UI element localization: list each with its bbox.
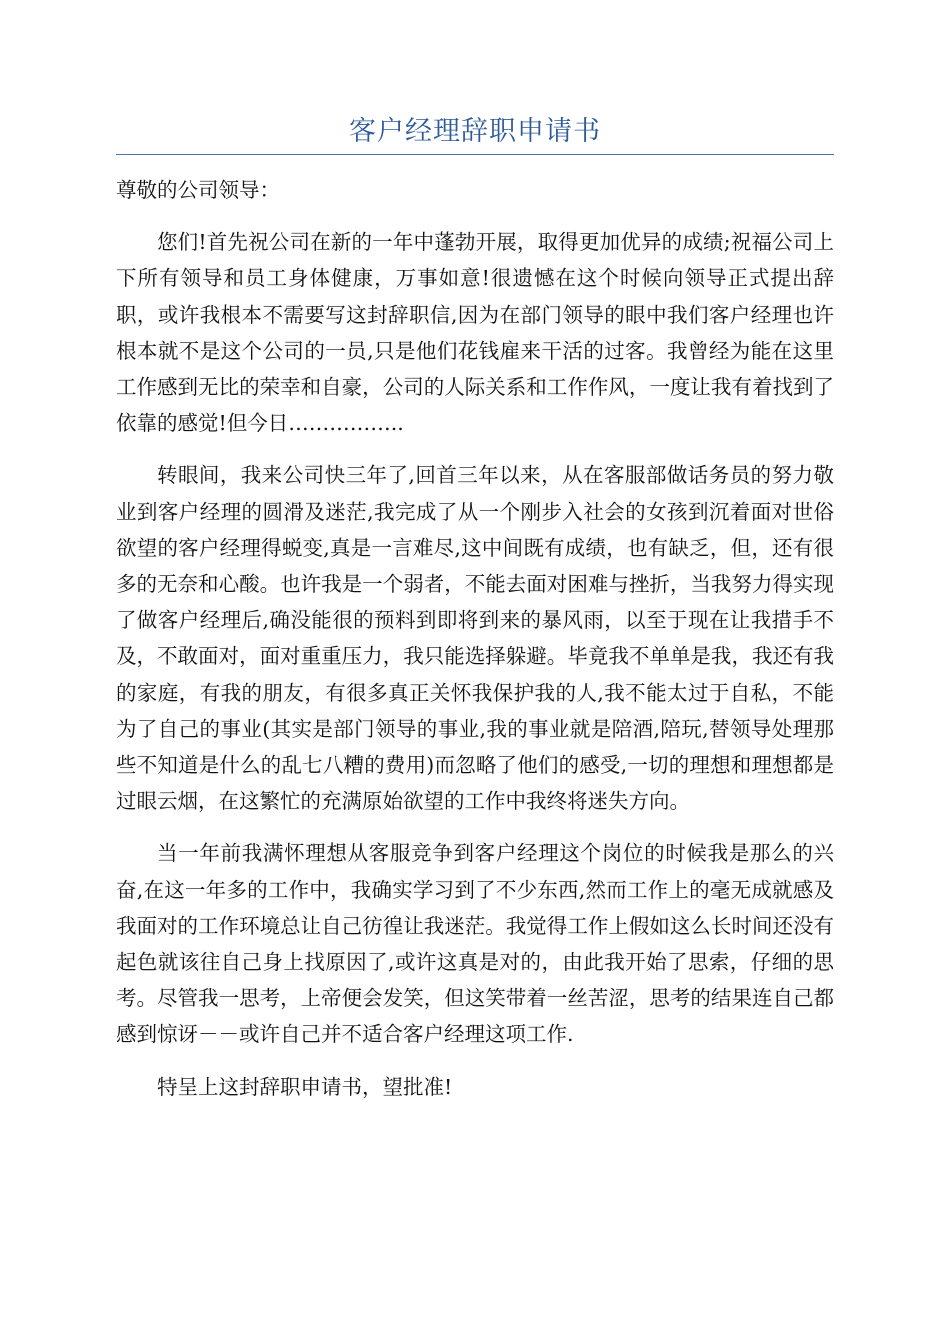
paragraph-reflection: 转眼间，我来公司快三年了,回首三年以来，从在客服部做话务员的努力敬业到客户经理的圆滑及迷茫,我完成了从一个刚步入社会的女孩到沉着面对世俗欲望的客户经理得蜕变,真是一言难尽,这中间既有成绩，也有缺乏，但，还有很多的无奈和心酸。也许我是一个弱者，不能去面对困难与挫折，当我努力得实现了做客户经理后,确没能很的预料到即将到来的暴风雨，以至于现在让我措手不及，不敢面对，面对重重压力，我只能选择躲避。毕竟我不单单是我，我还有我的家庭，有我的朋友，有很多真正关怀我保护我的人,我不能太过于自私，不能为了自己的事业(其实是部门领导的事业,我的事业就是陪酒,陪玩,替领导处理那些不知道是什么的乱七八糟的费用)而忽略了他们的感受,一切的理想和理想都是过眼云烟，在这繁忙的充满原始欲望的工作中我终将迷失方向。 — [116, 463, 834, 814]
paragraph-greeting: 您们!首先祝公司在新的一年中蓬勃开展，取得更加优异的成绩;祝福公司上下所有领导和员工身体健康，万事如意!很遗憾在这个时候向领导正式提出辞职，或许我根本不需要写这封辞职信,因为在部门领导的眼中我们客户经理也许根本就不是这个公司的一员,只是他们花钱雇来干活的过客。我曾经为能在这里工作感到无比的荣幸和自豪，公司的人际关系和工作作风，一度让我有着找到了依靠的感觉!但今日…………….. — [116, 230, 834, 436]
title-underline — [116, 154, 834, 155]
paragraph-decision: 当一年前我满怀理想从客服竞争到客户经理这个岗位的时候我是那么的兴奋,在这一年多的工作中，我确实学习到了不少东西,然而工作上的毫无成就感及我面对的工作环境总让自己彷徨让我迷茫。我觉得工作上假如这么长时间还没有起色就该往自己身上找原因了,或许这真是对的，由此我开始了思索，仔细的思考。尽管我一思考，上帝便会发笑，但这笑带着一丝苦涩，思考的结果连自己都感到惊讶－－或许自己并不适合客户经理这项工作. — [116, 841, 834, 1047]
salutation: 尊敬的公司领导： — [116, 178, 280, 202]
document-title: 客户经理辞职申请书 — [349, 116, 601, 147]
paragraph-closing: 特呈上这封辞职申请书，望批准! — [157, 1074, 453, 1099]
document-body — [116, 172, 834, 1121]
